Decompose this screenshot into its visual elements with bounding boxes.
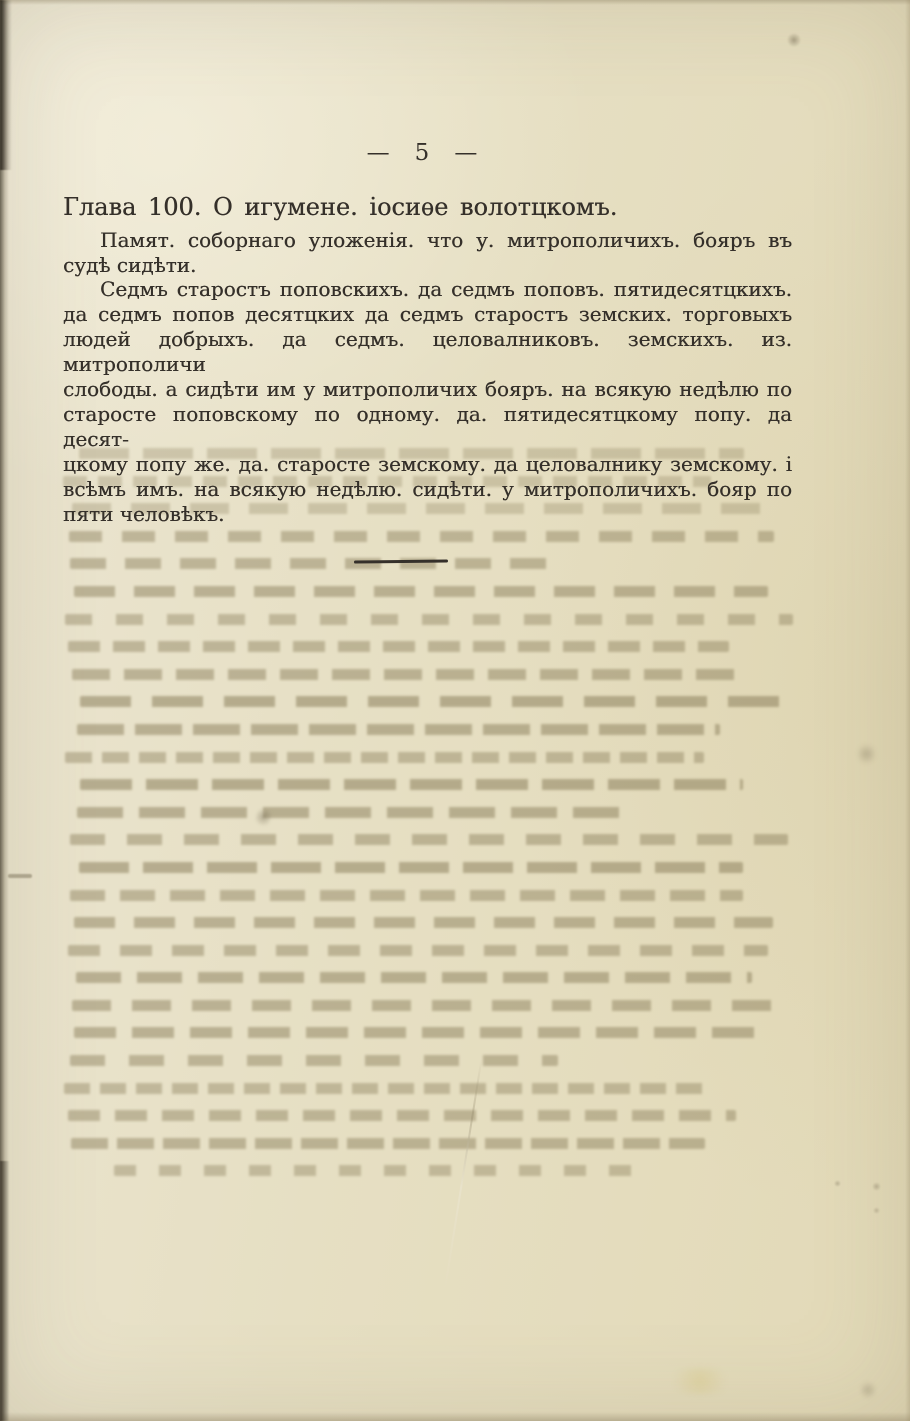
text-line: Седмъ старостъ поповскихъ. да седмъ поповъ. пятидесятцкихъ. bbox=[100, 277, 792, 301]
bleedthrough-line bbox=[70, 834, 788, 845]
bleedthrough-line bbox=[76, 972, 752, 983]
text-line: Памят. соборнаго уложенія. что у. митрополичихъ. бояръ въ bbox=[100, 228, 792, 252]
bleedthrough-line bbox=[64, 1083, 706, 1094]
mark-left-edge bbox=[8, 874, 32, 878]
speck-right-margin bbox=[834, 1180, 841, 1187]
paragraph-body bbox=[63, 277, 792, 527]
text-line: цкому попу же. да. старосте земскому. да целовалнику земскому. і bbox=[63, 452, 792, 476]
page-number-dash-right: — bbox=[454, 140, 479, 166]
text-line: всѣмъ имъ. на всякую недѣлю. сидѣти. у митрополичихъ. бояр по bbox=[63, 477, 792, 501]
text-line: старосте поповскому по одному. да. пятидесятцкому попу. да десят- bbox=[63, 402, 792, 451]
bleedthrough-line bbox=[74, 586, 769, 597]
bleedthrough-line bbox=[69, 531, 774, 542]
bleedthrough-line bbox=[65, 752, 704, 763]
speck-right-margin bbox=[872, 1182, 881, 1191]
bleedthrough-line bbox=[79, 862, 743, 873]
bleedthrough-line bbox=[72, 1000, 784, 1011]
bleedthrough-line bbox=[70, 1055, 559, 1066]
bleedthrough-line bbox=[74, 917, 773, 928]
page-number bbox=[0, 139, 845, 167]
bleedthrough-line bbox=[68, 1110, 736, 1121]
bleedthrough-line bbox=[77, 724, 720, 735]
page-number-dash-left: — bbox=[366, 140, 391, 166]
text-line: слободы. а сидѣти им у митрополичих бояръ. на всякую недѣлю по bbox=[63, 377, 792, 401]
paragraph-memorandum bbox=[63, 228, 792, 278]
bleedthrough-line bbox=[77, 807, 624, 818]
bleedthrough-line bbox=[68, 945, 768, 956]
bleedthrough-line bbox=[74, 1027, 754, 1038]
bleedthrough-line bbox=[114, 1165, 644, 1176]
page-edge-right bbox=[905, 0, 910, 1421]
page-edge-bottom bbox=[0, 1412, 910, 1421]
bleedthrough-line bbox=[80, 779, 743, 790]
bleedthrough-line bbox=[70, 558, 564, 569]
smudge-right-margin bbox=[858, 742, 875, 766]
text-line: судѣ сидѣти. bbox=[63, 253, 197, 277]
corner-shadow-bottom-left bbox=[0, 1161, 12, 1421]
chapter-heading: Глава 100. О игумене. іосиѳе волотцкомъ. bbox=[63, 193, 618, 221]
bleedthrough-line bbox=[70, 890, 743, 901]
page-number-value: 5 bbox=[414, 140, 431, 166]
bleedthrough-line bbox=[68, 641, 729, 652]
bleedthrough-line bbox=[72, 669, 740, 680]
speck-right-margin bbox=[873, 1207, 880, 1214]
bleedthrough-line bbox=[65, 614, 793, 625]
page-edge-top bbox=[0, 0, 910, 5]
text-line: пяти человѣкъ. bbox=[63, 502, 225, 526]
bleedthrough-line bbox=[80, 696, 789, 707]
text-line: людей добрыхъ. да седмъ. целовалниковъ. земскихъ. из. митрополичи bbox=[63, 327, 792, 376]
stain-bottom bbox=[665, 1368, 735, 1394]
text-line: да седмъ попов десятцких да седмъ старостъ земских. торговыхъ bbox=[63, 302, 792, 326]
bleedthrough-line bbox=[71, 1138, 705, 1149]
ink-spot-top-right bbox=[787, 33, 801, 47]
smudge-bottom-right bbox=[860, 1380, 876, 1400]
